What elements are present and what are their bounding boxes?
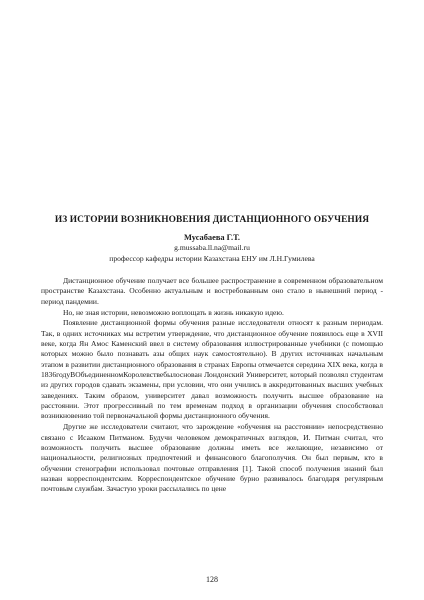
page-number: 128 — [206, 575, 218, 584]
body-paragraph-1: Дистанционное обучение получает все большее распространение в современном образовательном пространстве Казахстана. Особенно актуальным и востребованным оно стало в нынешний период - период пандемии. — [41, 276, 383, 306]
author-name: Мусабаева Г.Т. — [184, 233, 240, 242]
author-affiliation: профессор кафедры истории Казахстана ЕНУ им Л.Н.Гумилева — [109, 253, 315, 263]
body-paragraph-2: Но, не зная истории, невозможно воплощать в жизнь никакую идею. — [63, 307, 284, 317]
body-paragraph-4: Другие же исследователи считают, что зарождение «обучения на расстоянии» непосредственно связано с Исааком Питманом. Будучи человеком демократичных взглядов, И. Питман считал, что возможность получить высшее образование должны иметь все желающие, независимо от национальности, религиозных предпочтений и финансового благополучия. Он был первым, кто в обучении стенографии использовал почтовые отправления [1]. Такой способ получения знаний был назван корреспондентским. Корреспондентское обучение бурно развивалось благодаря регулярным почтовым службам. Зачастую уроки рассылались по цене — [41, 422, 383, 494]
article-title: ИЗ ИСТОРИИ ВОЗНИКНОВЕНИЯ ДИСТАНЦИОННОГО ОБУЧЕНИЯ — [54, 215, 370, 225]
author-email: g.mussaba.ll.na@mail.ru — [174, 243, 250, 252]
body-paragraph-3: Появление дистанционной формы обучения разные исследователи относят к разным периодам. Так, в одних источниках мы встретим утверждение, что дистанционное обучение появилось еще в XVII веке, когда Ян Амос Каменский ввел в систему образования иллюстрированные учебники (с помощью которых можно было познавать азы общих наук самостоятельно). В других источниках начальным этапом в развитии дистанционного образования в странах Европы отмечается середина XIX века, когда в 1836годуВОбъединенномКоролевствебылоснован Лондонский Университет, который позволял студентам из других городов сдавать экзамены, при условии, что они учились в аккредитованных высших учебных заведениях. Таким образом, университет давал возможность получить высшее образование на расстоянии. Этот прогрессивный по тем временам подход в организации обучения способствовал возникновению той первоначальной формы дистанционного обучения. — [41, 318, 383, 421]
article-body — [41, 276, 383, 495]
